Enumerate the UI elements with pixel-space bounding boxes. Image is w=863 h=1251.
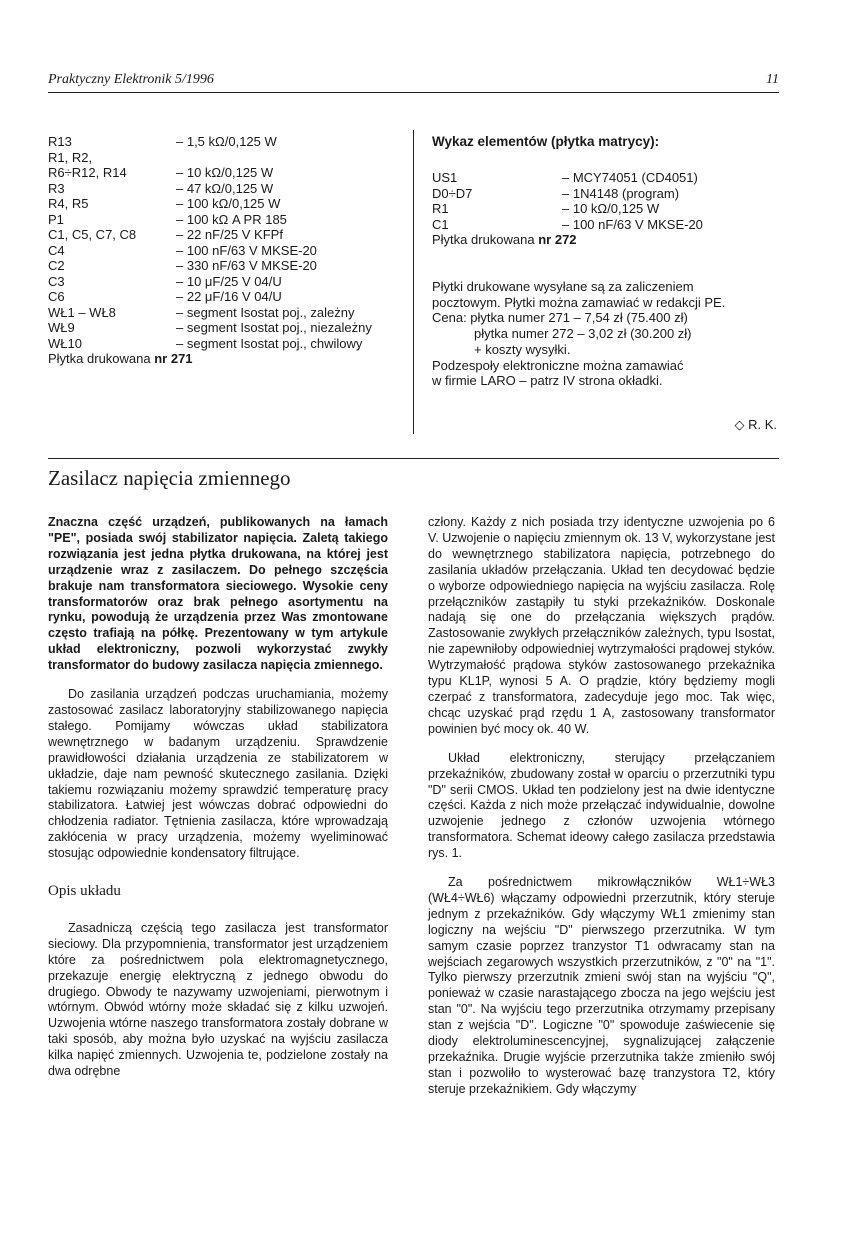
note-line: Podzespoły elektroniczne można zamawiać <box>432 357 684 373</box>
parts-row <box>48 134 408 150</box>
article-title: Zasilacz napięcia zmiennego <box>48 466 291 490</box>
board-number: nr 271 <box>154 351 193 366</box>
paragraph: Zasadniczą częścią tego zasilacza jest transformator sieciowy. Dla przypomnienia, transformator jest urządzeniem które za pośrednictwem pola elektromagnetycznego, przekazuje energię elektryczną z jednego obwodu do drugiego. Obwody te nazywamy uzwojeniami, pierwotnym i wtórnym. Obwód wtórny może składać się z kilku uzwojeń. Uzwojenia wtórne naszego transformatora zostały dobrane w taki sposób, aby można było uzyskać na wyjściu zasilacza kilka napięć zmiennych. Uzwojenia te, podzielone zostały na dwa odrębne <box>48 920 388 1079</box>
part-designator: WŁ10 <box>48 335 82 351</box>
parts-list-left <box>48 134 408 367</box>
part-value: – 1,5 kΩ/0,125 W <box>176 134 277 149</box>
part-designator: R1 <box>432 201 449 216</box>
paragraph: Układ elektroniczny, sterujący przełączaniem przekaźników, zbudowany został w oparciu o przerzutniki typu "D" serii CMOS. Układ ten podzielony jest na dwie identyczne części. Każda z nich może przełączać indywidualnie, dowolne uzwojenie jednego z członów uzwojenia wtórnego transformatora. Schemat ideowy całego zasilacza przedstawia rys. 1. <box>428 750 775 861</box>
part-designator: R13 <box>48 134 72 149</box>
parts-row <box>48 320 408 336</box>
parts-row <box>432 217 792 233</box>
ordering-note <box>432 279 792 389</box>
parts-row <box>48 243 408 259</box>
part-designator: C1 <box>432 216 449 232</box>
board-number-line <box>48 351 408 367</box>
parts-row <box>432 170 792 186</box>
article-column-right <box>428 515 775 1098</box>
note-line: Cena: płytka numer 271 – 7,54 zł (75.400 zł) <box>432 310 688 326</box>
matrix-parts-heading: Wykaz elementów (płytka matrycy): <box>432 134 660 149</box>
part-value: – 22 μF/16 V 04/U <box>176 289 282 304</box>
part-value: – 47 kΩ/0,125 W <box>176 180 274 196</box>
parts-row <box>432 201 792 217</box>
parts-row <box>48 305 408 321</box>
part-value: – 100 nF/63 V MKSE-20 <box>176 242 317 258</box>
paragraph: Za pośrednictwem mikrowłączników WŁ1÷WŁ3 (WŁ4÷WŁ6) włączamy odpowiedni przerzutnik, który steruje jednym z przekaźników. Gdy włączymy WŁ1 zmienimy stan logiczny na wejściu "D" pierwszego przerzutnika. W tym samym czasie poprzez tranzystor T1 odwracamy stan na wejściach zegarowych wszystkich przerzutników, z "0" na "1". Tylko pierwszy przerzutnik zmieni swój stan na wyjściu "Q", ponieważ w czasie narastającego zbocza na jego wejściu jest stan "0". Na wyjściu tego przerzutnika otrzymamy przepisany stan z wejścia "D". Logiczne "0" spowoduje zaświecenie się diody elektroluminescencyjnej, sygnalizującej załączenie przekaźnika. Drugie wyjście przerzutnika także zmieniło swój stan i pozwoliło to wysterować bazę tranzystora T2, który steruje przekaźnikiem. Gdy włączymy <box>428 875 775 1096</box>
part-designator: R1, R2, <box>48 149 93 165</box>
part-value: – segment Isostat poj., zależny <box>176 304 355 320</box>
parts-row <box>48 289 408 305</box>
part-designator: C1, C5, C7, C8 <box>48 227 137 242</box>
part-designator: R3 <box>48 180 65 196</box>
paragraph: Do zasilania urządzeń podczas uruchamiania, możemy zastosować zasilacz laboratoryjny stabilizowanego napięcia stałego. Pomijamy wówczas układ stabilizatora wewnętrznego w badanym urządzeniu. Sprawdzenie prawidłowości działania urządzenia ze stabilizatorem w układzie, daje nam pewność skutecznego zasilania. Dzięki takiemu rozwiązaniu możemy sprawdzić temperaturę pracy stabilizatora. Łatwiej jest wówczas dobrać odpowiedni do chłodzenia radiator. Tętnienia zasilacza, które wprowadzają zakłócenia w pracy urządzenia, możemy wyeliminować stosując odpowiednie kondensatory filtrujące. <box>48 687 388 861</box>
part-designator: P1 <box>48 211 64 227</box>
author-signature: ◇ R. K. <box>734 417 777 432</box>
part-value: – 100 nF/63 V MKSE-20 <box>562 216 703 232</box>
parts-row <box>48 274 408 290</box>
part-value: – 330 nF/63 V MKSE-20 <box>176 258 317 273</box>
journal-title: Praktyczny Elektronik 5/1996 <box>48 72 214 87</box>
part-value: – 10 μF/25 V 04/U <box>176 273 282 289</box>
parts-row <box>48 227 408 243</box>
column-divider <box>413 130 414 434</box>
parts-row <box>48 258 408 274</box>
article-column-left <box>48 515 388 1080</box>
board-number: nr 272 <box>538 232 577 247</box>
section-rule <box>48 458 779 459</box>
header-rule <box>48 92 779 93</box>
parts-row <box>48 165 408 181</box>
part-designator: C2 <box>48 258 65 273</box>
part-value: – 22 nF/25 V KFPf <box>176 227 283 242</box>
parts-list-matrix <box>432 170 792 248</box>
note-line: Płytki drukowane wysyłane są za zaliczeniem <box>432 279 694 294</box>
section-heading: Opis układu <box>48 883 121 900</box>
part-designator: C6 <box>48 289 65 304</box>
article-lead: Znaczna część urządzeń, publikowanych na łamach "PE", posiada swój stabilizator napięcia. Zaletą takiego rozwiązania jest jedna płytka drukowana, na której jest urządzenie wraz z zasilaczem. Do pełnego szczęścia brakuje nam transformatora sieciowego. Wysokie ceny transformatorów oraz brak pełnego asortymentu na rynku, powodują że urządzenia przez Was zmontowane często trafiają na półkę. Prezentowany w tym artykule układ elektroniczny, pozwoli wykorzystać zwykły transformator do budowy zasilacza napięcia zmiennego. <box>48 515 388 673</box>
board-label: Płytka drukowana <box>48 351 155 366</box>
parts-row <box>432 186 792 202</box>
parts-row <box>48 181 408 197</box>
part-designator: R6÷R12, R14 <box>48 165 127 180</box>
part-designator: WŁ9 <box>48 320 75 335</box>
part-value: – segment Isostat poj., niezależny <box>176 320 372 335</box>
part-designator: D0÷D7 <box>432 185 473 201</box>
part-designator: R4, R5 <box>48 196 89 211</box>
running-header <box>0 0 863 92</box>
board-number-line <box>432 232 792 248</box>
part-designator: US1 <box>432 170 458 185</box>
parts-row <box>48 336 408 352</box>
note-line: pocztowym. Płytki można zamawiać w redakcji PE. <box>432 294 726 310</box>
paragraph: człony. Każdy z nich posiada trzy identyczne uzwojenia po 6 V. Uzwojenie o napięciu zmiennym ok. 13 V, wykorzystane jest do wewnętrznego stabilizatora napięcia, potrzebnego do zasilania układów przełączania. Układ ten decydować będzie o wyborze odpowiedniego napięcia na wyjściu zasilacza. Rolę przełączników zastąpiły tu styki przekaźników. Doskonale nadają się one do przełączania większych prądów. Zastosowanie zwykłych przełączników zależnych, typu Isostat, nie zapewniłoby odpowiedniej wytrzymałości prądowej styków. Wytrzymałość prądowa styków zastosowanego przekaźnika typu KL1P, wynosi 5 A. O prądzie, który będziemy mogli czerpać z transformatora, zadecyduje jego moc. Tak więc, chcąc uzyskać prąd rzędu 1 A, zastosowany transformator powinien być mocy ok. 40 W. <box>428 515 775 736</box>
part-value: – segment Isostat poj., chwilowy <box>176 335 363 351</box>
part-designator: C3 <box>48 273 65 289</box>
part-value: – 10 kΩ/0,125 W <box>176 165 274 180</box>
part-designator: WŁ1 – WŁ8 <box>48 304 116 320</box>
parts-row <box>48 212 408 228</box>
part-value: – 1N4148 (program) <box>562 185 680 201</box>
part-value: – MCY74051 (CD4051) <box>562 170 698 185</box>
parts-row <box>48 150 408 166</box>
part-value: – 100 kΩ A PR 185 <box>176 211 287 227</box>
note-line: w firmie LARO – patrz IV strona okładki. <box>432 373 663 389</box>
board-label: Płytka drukowana <box>432 232 539 247</box>
part-value: – 100 kΩ/0,125 W <box>176 196 281 211</box>
part-value: – 10 kΩ/0,125 W <box>562 201 660 216</box>
note-line: płytka numer 272 – 3,02 zł (30.200 zł) <box>474 326 692 342</box>
note-line: + koszty wysyłki. <box>474 341 571 357</box>
parts-row <box>48 196 408 212</box>
page-number: 11 <box>766 72 779 87</box>
part-designator: C4 <box>48 242 65 258</box>
